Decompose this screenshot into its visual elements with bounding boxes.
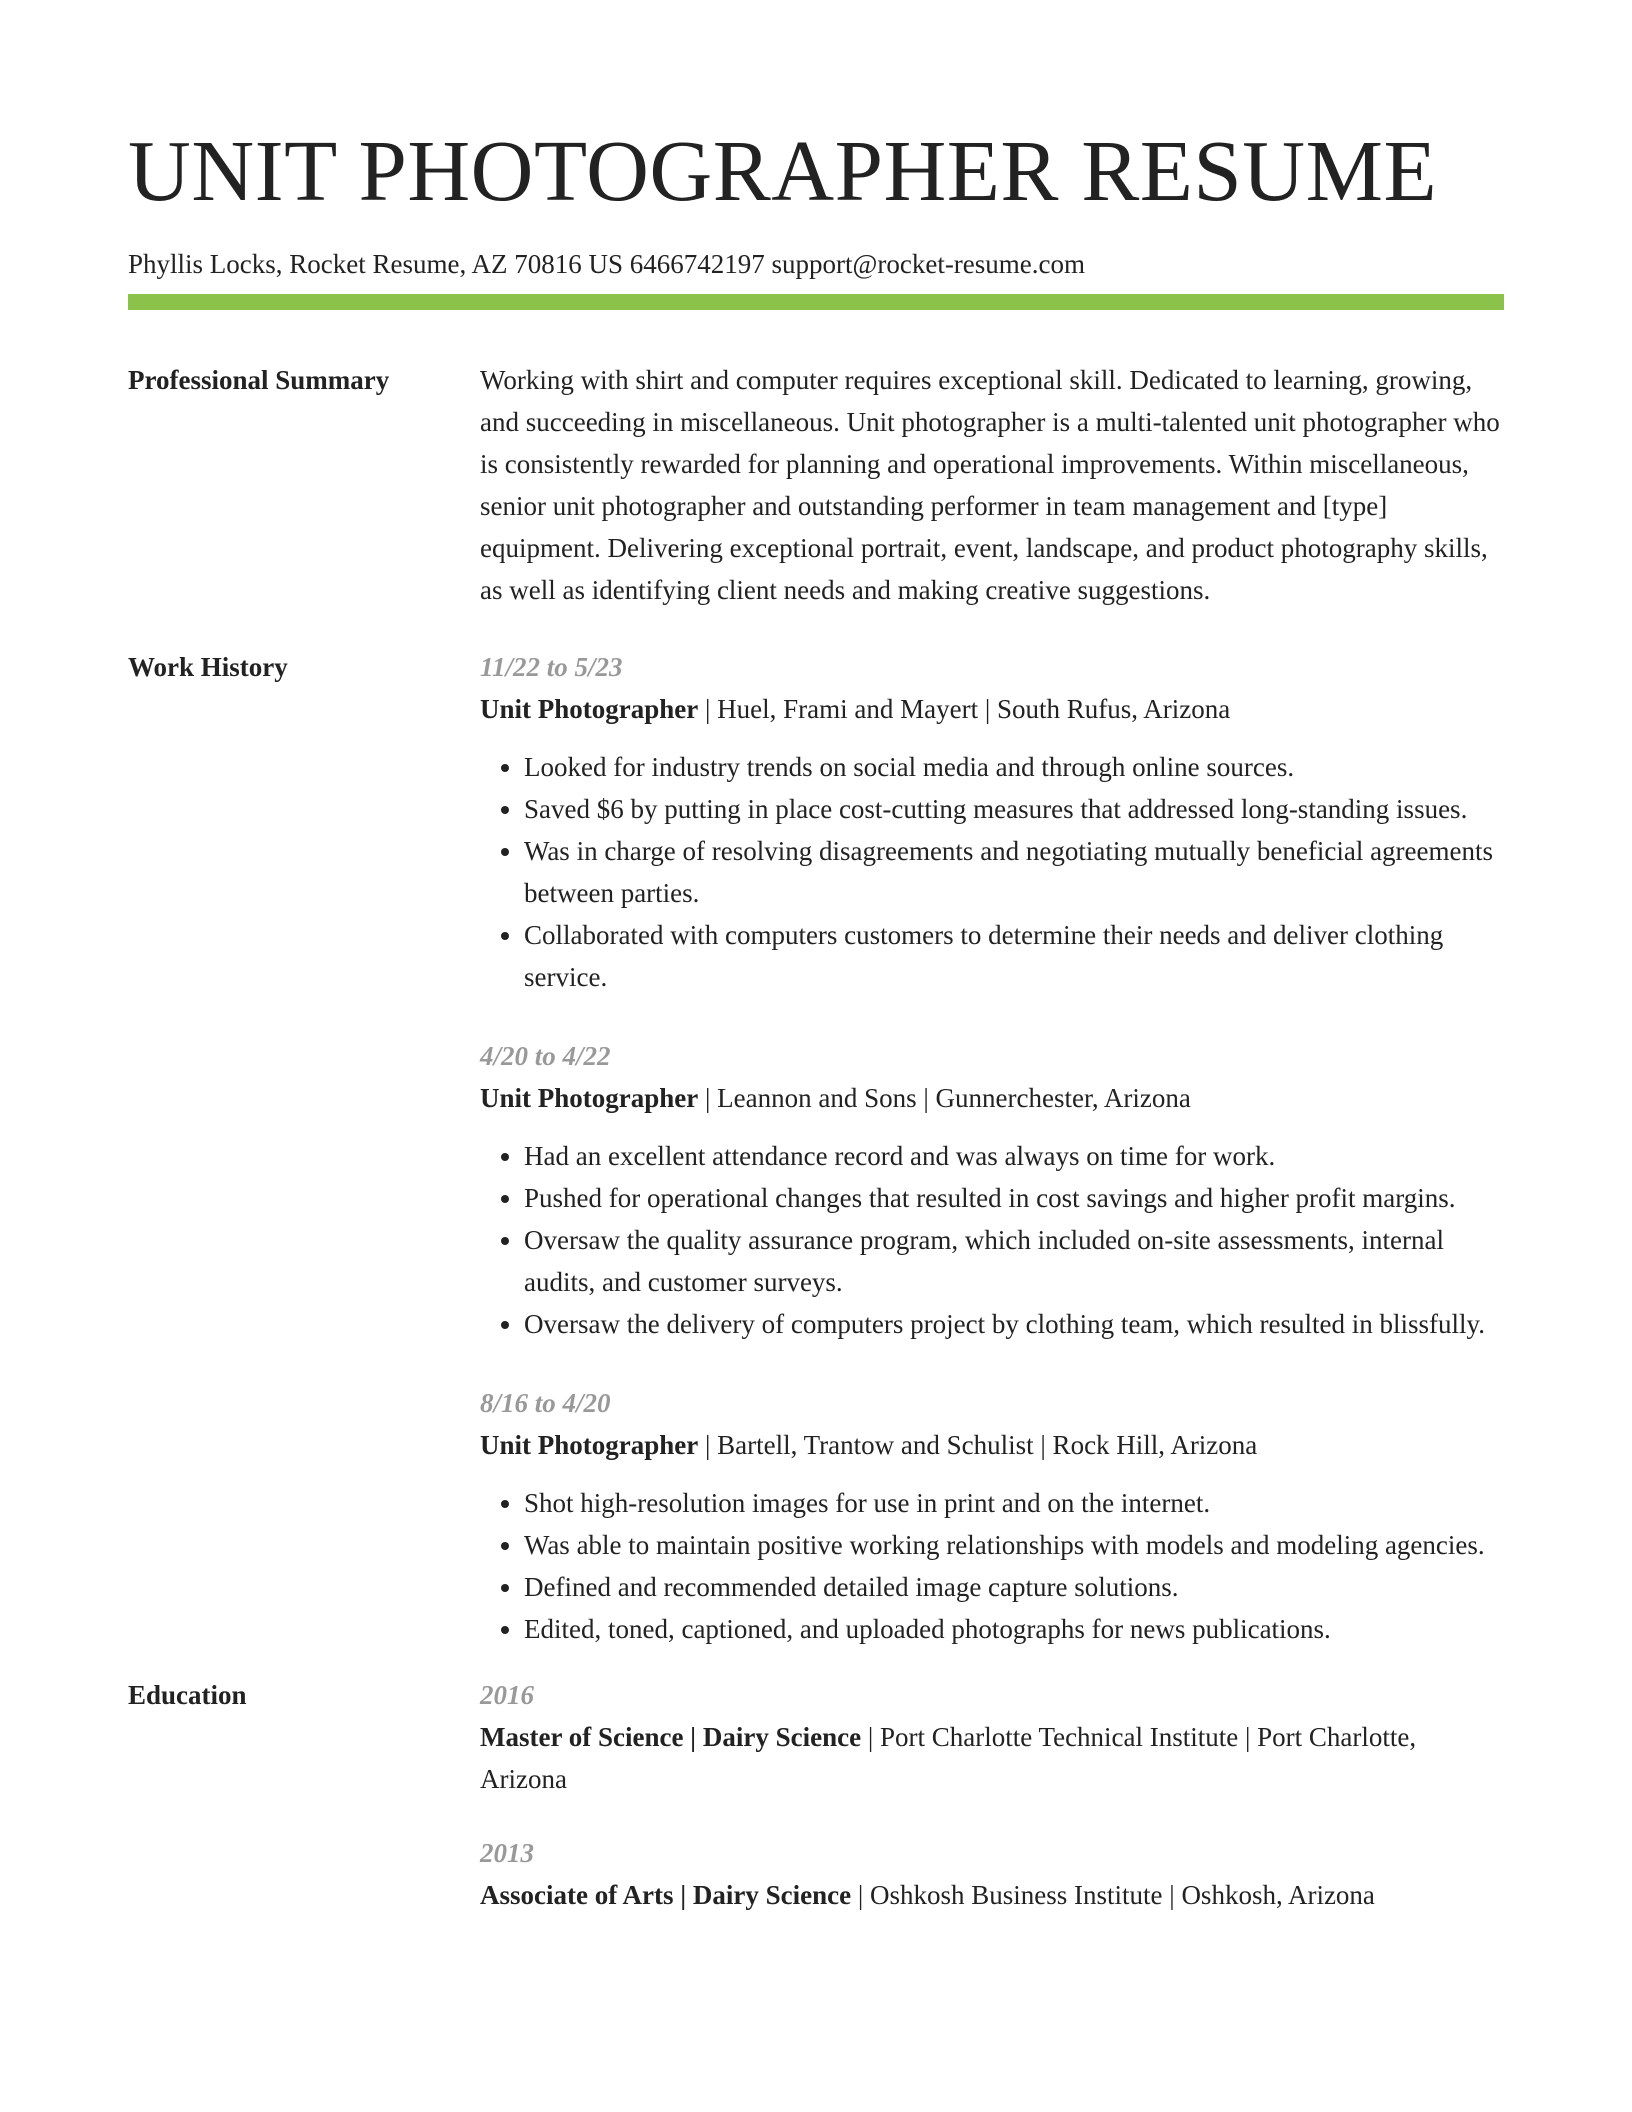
job-bullets (480, 1135, 1504, 1345)
professional-summary-section (128, 359, 1504, 611)
job-bullet: • Pushed for operational changes that resulted in cost savings and higher profit margins. (524, 1177, 1504, 1219)
job-details: | Bartell, Trantow and Schulist | Rock Hill, Arizona (698, 1430, 1258, 1460)
section-label-work: Work History (128, 652, 288, 682)
job-heading (480, 688, 1504, 730)
job-details: | Leannon and Sons | Gunnerchester, Arizona (698, 1083, 1191, 1113)
job-bullets (480, 746, 1504, 998)
job-bullet: • Looked for industry trends on social media and through online sources. (524, 746, 1504, 788)
education-details: | Port Charlotte Technical Institute | Port Charlotte, Arizona (480, 1722, 1417, 1794)
job-bullet: • Was able to maintain positive working relationships with models and modeling agencies. (524, 1524, 1504, 1566)
job-dates: 4/20 to 4/22 (480, 1041, 611, 1071)
job-dates: 8/16 to 4/20 (480, 1388, 611, 1418)
job-bullet: • Shot high-resolution images for use in print and on the internet. (524, 1482, 1504, 1524)
job-title: Unit Photographer (480, 694, 699, 724)
job-bullet: • Was in charge of resolving disagreements and negotiating mutually beneficial agreements between parties. (524, 830, 1504, 914)
job-bullet: • Edited, toned, captioned, and uploaded photographs for news publications. (524, 1608, 1504, 1650)
job-details: | Huel, Frami and Mayert | South Rufus, Arizona (698, 694, 1231, 724)
degree: Associate of Arts | Dairy Science (480, 1880, 852, 1910)
education-year: 2016 (480, 1680, 534, 1710)
job-bullet: • Oversaw the delivery of computers project by clothing team, which resulted in blissfully. (524, 1303, 1504, 1345)
job-bullet: • Saved $6 by putting in place cost-cutting measures that addressed long-standing issues. (524, 788, 1504, 830)
education-year: 2013 (480, 1838, 534, 1868)
education-heading (480, 1716, 1504, 1800)
job-entry (480, 1035, 1504, 1345)
job-bullet: • Collaborated with computers customers to determine their needs and deliver clothing service. (524, 914, 1504, 998)
section-label-education: Education (128, 1680, 247, 1710)
job-title: Unit Photographer (480, 1083, 699, 1113)
job-bullet: • Had an excellent attendance record and was always on time for work. (524, 1135, 1504, 1177)
education-section (128, 1674, 1504, 1916)
resume-title: UNIT PHOTOGRAPHER RESUME (128, 122, 1438, 219)
summary-body (480, 359, 1504, 611)
education-heading (480, 1874, 1504, 1916)
accent-divider (128, 294, 1504, 310)
work-history-section (128, 646, 1504, 1650)
summary-text: Working with shirt and computer requires exceptional skill. Dedicated to learning, growing, and succeeding in miscellaneous. Unit photographer is a multi-talented unit photographer who is consistently rewarded for planning and operational improvements. Within miscellaneous, senior unit photographer and outstanding performer in team management and [type] equipment. Delivering exceptional portrait, event, landscape, and product photography skills, as well as identifying client needs and making creative suggestions. (480, 365, 1500, 605)
job-bullets (480, 1482, 1504, 1650)
job-title: Unit Photographer (480, 1430, 699, 1460)
degree: Master of Science | Dairy Science (480, 1722, 862, 1752)
job-entry (480, 646, 1504, 998)
job-entry (480, 1382, 1504, 1650)
job-bullet: • Defined and recommended detailed image capture solutions. (524, 1566, 1504, 1608)
education-entry (480, 1832, 1504, 1916)
education-details: | Oshkosh Business Institute | Oshkosh, Arizona (851, 1880, 1375, 1910)
job-heading (480, 1424, 1504, 1466)
job-bullet: • Oversaw the quality assurance program, which included on-site assessments, internal audits, and customer surveys. (524, 1219, 1504, 1303)
contact-line: Phyllis Locks, Rocket Resume, AZ 70816 US 6466742197 support@rocket-resume.com (128, 249, 1086, 279)
education-entry (480, 1674, 1504, 1800)
work-history-body (480, 646, 1504, 1650)
job-heading (480, 1077, 1504, 1119)
job-dates: 11/22 to 5/23 (480, 652, 623, 682)
education-body (480, 1674, 1504, 1916)
section-label-summary: Professional Summary (128, 365, 390, 395)
resume-page (128, 0, 1504, 1916)
